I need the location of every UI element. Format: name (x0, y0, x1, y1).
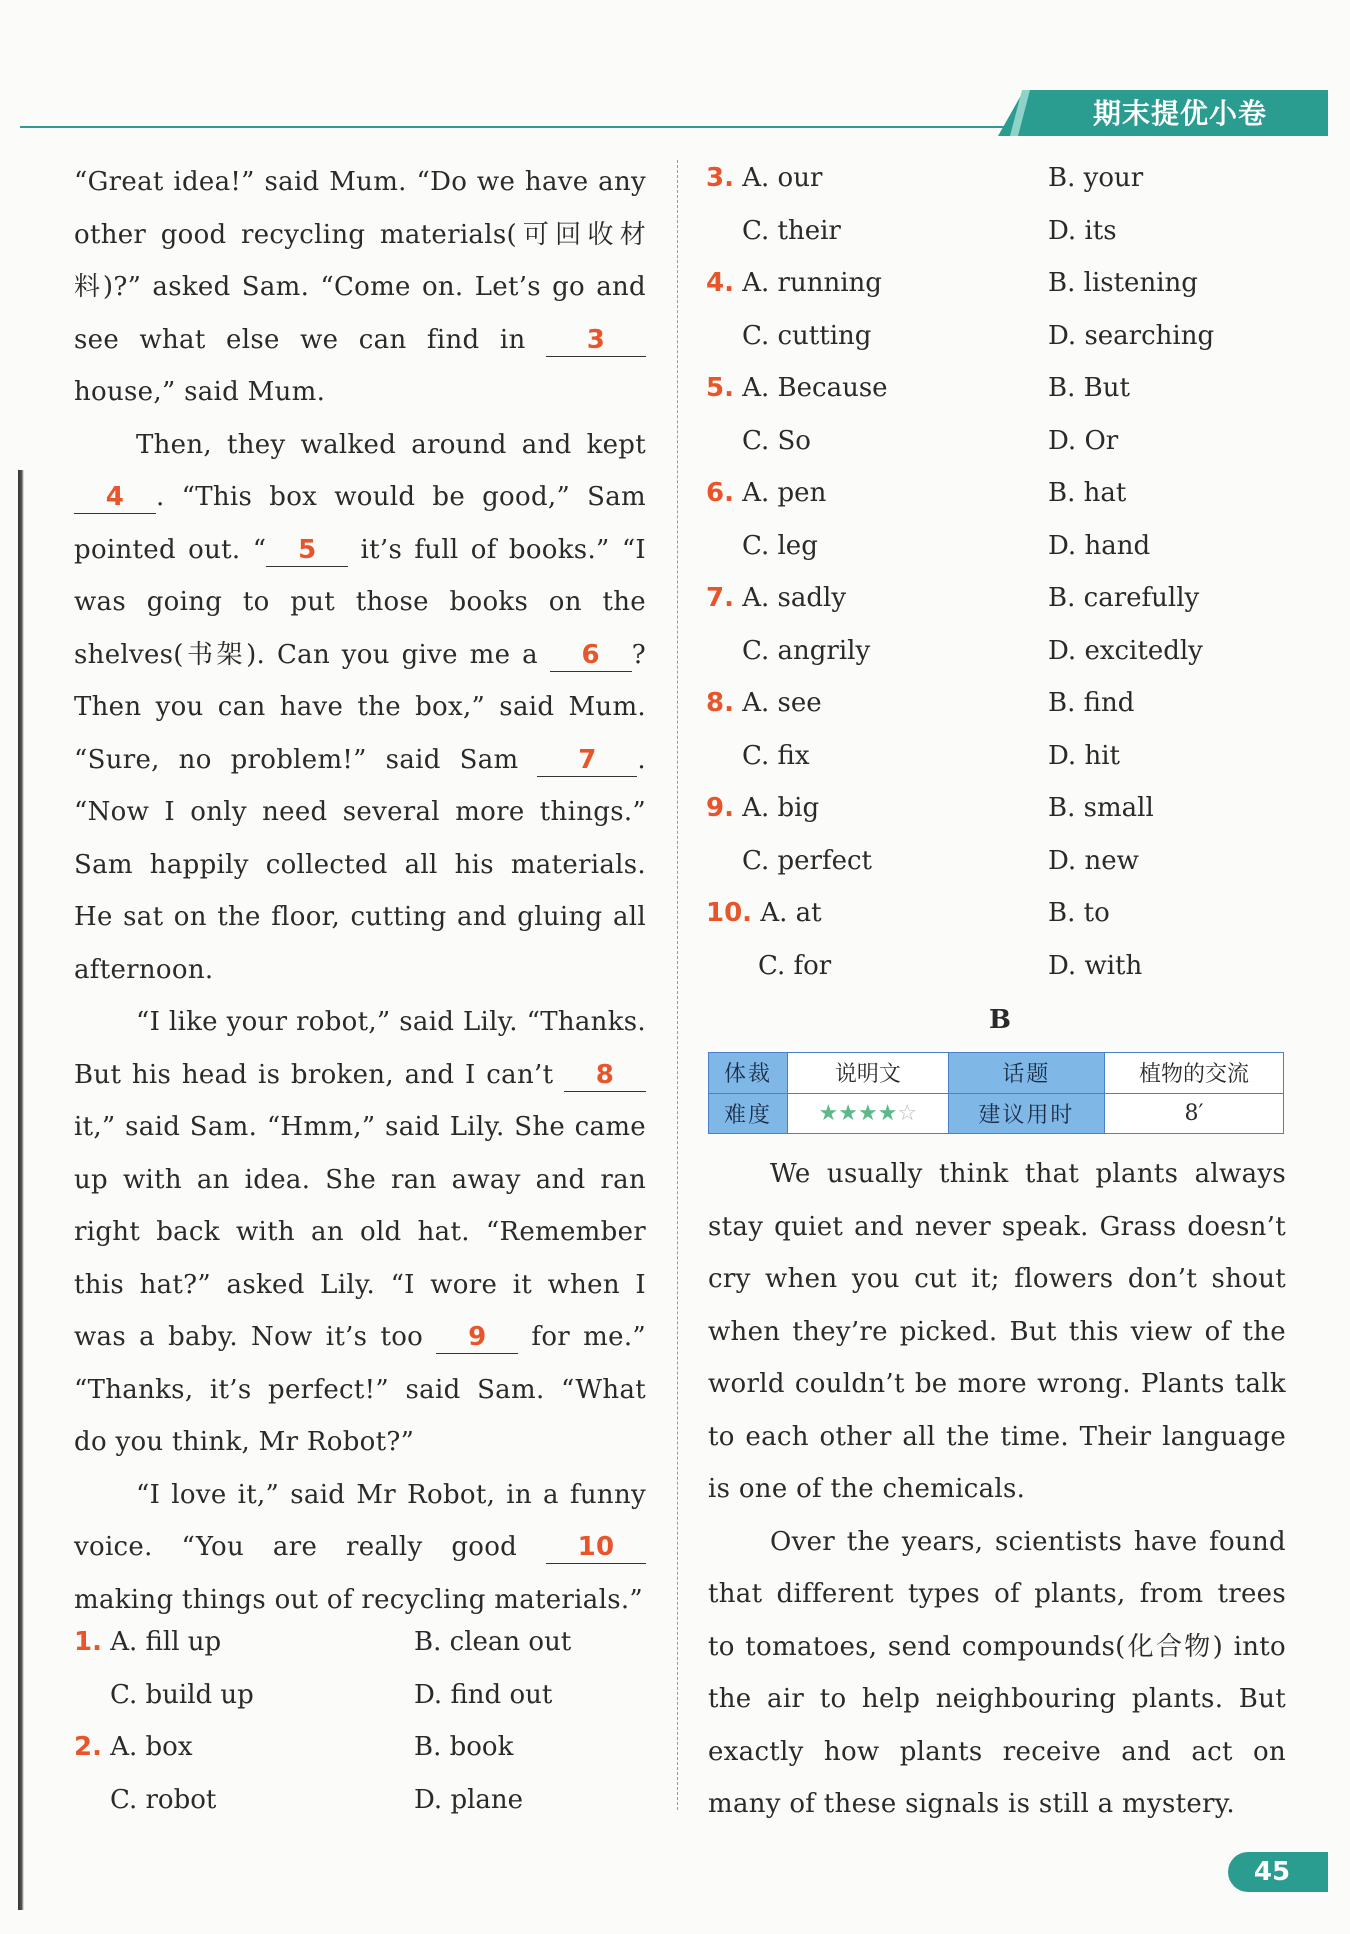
passage-a-paragraph-3: “I like your robot,” said Lily. “Thanks. But his head is broken, and I can’t 8 it,” said Sam. “Hmm,” said Lily. She came up with an idea. She ran away and ran right back with an old hat. “Remember this hat?” asked Lily. “I wore it when I was a baby. Now it’s too 9 for me.” “Thanks, it’s perfect!” said Sam. “What do you think, Mr Robot?” (74, 1007, 646, 1457)
topic-label: 话题 (948, 1053, 1104, 1094)
star-rating-icon (818, 1101, 917, 1126)
question-number: 8. (706, 688, 734, 718)
options-1-2 (74, 1616, 646, 1826)
question-5-row-2 (706, 415, 1286, 468)
option-c[interactable]: C. for (758, 950, 832, 981)
option-b[interactable]: B. But (1048, 373, 1130, 403)
option-b[interactable]: B. listening (1048, 268, 1198, 298)
option-b[interactable]: B. book (414, 1732, 514, 1762)
question-number: 9. (706, 793, 734, 823)
option-a[interactable]: A. Because (742, 373, 888, 403)
question-1-row-1 (74, 1616, 646, 1669)
question-8-row-2 (706, 730, 1286, 783)
header-rule (20, 126, 1030, 128)
genre-value: 说明文 (788, 1053, 949, 1094)
option-a[interactable]: A. fill up (110, 1627, 222, 1657)
question-9-row-1 (706, 782, 1286, 835)
option-a[interactable]: A. big (742, 793, 820, 823)
option-d[interactable]: D. Or (1048, 425, 1119, 456)
passage-a-paragraph-1: “Great idea!” said Mum. “Do we have any other good recycling materials(可回收材料)?” asked Sam. “Come on. Let’s go and see what else we can find in 3 house,” said Mum. (74, 167, 646, 407)
option-d[interactable]: D. hit (1048, 740, 1120, 771)
option-c[interactable]: C. angrily (742, 635, 871, 666)
passage-a (74, 156, 646, 1626)
blank-9[interactable]: 9 (436, 1321, 518, 1354)
option-a[interactable]: A. our (742, 163, 823, 193)
option-a[interactable]: A. running (742, 268, 882, 298)
question-3-row-2 (706, 205, 1286, 258)
option-b[interactable]: B. to (1048, 898, 1110, 928)
option-a[interactable]: A. pen (742, 478, 827, 508)
option-c[interactable]: C. fix (742, 740, 810, 771)
question-number: 1. (74, 1627, 102, 1657)
blank-6[interactable]: 6 (550, 639, 632, 672)
time-label: 建议用时 (948, 1093, 1104, 1134)
option-d[interactable]: D. searching (1048, 320, 1215, 351)
question-number: 5. (706, 373, 734, 403)
blank-4[interactable]: 4 (74, 481, 156, 514)
option-c[interactable]: C. their (742, 215, 841, 246)
question-8-row-1 (706, 677, 1286, 730)
question-7-row-2 (706, 625, 1286, 678)
blank-7[interactable]: 7 (537, 744, 637, 777)
question-number: 10. (706, 898, 753, 928)
blank-10[interactable]: 10 (546, 1531, 646, 1564)
question-4-row-2 (706, 310, 1286, 363)
option-c[interactable]: C. cutting (742, 320, 872, 351)
option-c[interactable]: C. So (742, 425, 811, 456)
question-3-row-1 (706, 152, 1286, 205)
column-divider (677, 160, 678, 1810)
star-filled-icon: ★ (877, 1100, 898, 1126)
blank-3[interactable]: 3 (546, 324, 646, 357)
header-title: 期末提优小卷 (1092, 97, 1267, 130)
option-b[interactable]: B. your (1048, 163, 1144, 193)
question-number: 3. (706, 163, 734, 193)
option-c[interactable]: C. build up (110, 1679, 254, 1710)
option-b[interactable]: B. carefully (1048, 583, 1200, 613)
question-9-row-2 (706, 835, 1286, 888)
option-a[interactable]: A. box (110, 1732, 193, 1762)
passage-a-paragraph-4: “I love it,” said Mr Robot, in a funny voice. “You are really good 10 making things out of recycling materials.” (74, 1479, 646, 1615)
option-b[interactable]: B. small (1048, 793, 1154, 823)
option-d[interactable]: D. find out (414, 1679, 553, 1710)
options-3-10 (706, 152, 1286, 992)
passage-b-paragraph-1: We usually think that plants always stay quiet and never speak. Grass doesn’t cry when you cut it; flowers don’t shout when they’re picked. But this view of the world couldn’t be more wrong. Plants talk to each other all the time. Their language is one of the chemicals. (708, 1159, 1286, 1504)
option-c[interactable]: C. robot (110, 1784, 217, 1815)
blank-5[interactable]: 5 (266, 534, 348, 567)
question-5-row-1 (706, 362, 1286, 415)
time-value: 8′ (1105, 1093, 1284, 1134)
option-c[interactable]: C. leg (742, 530, 818, 561)
question-4-row-1 (706, 257, 1286, 310)
question-number: 2. (74, 1732, 102, 1762)
genre-label: 体裁 (709, 1053, 788, 1094)
question-6-row-1 (706, 467, 1286, 520)
blank-8[interactable]: 8 (564, 1059, 646, 1092)
option-d[interactable]: D. plane (414, 1784, 524, 1815)
star-filled-icon: ★ (818, 1100, 839, 1126)
option-d[interactable]: D. hand (1048, 530, 1151, 561)
question-6-row-2 (706, 520, 1286, 573)
star-filled-icon: ★ (838, 1100, 858, 1126)
option-d[interactable]: D. new (1048, 845, 1139, 876)
option-d[interactable]: D. its (1048, 215, 1117, 246)
option-b[interactable]: B. clean out (414, 1627, 572, 1657)
option-d[interactable]: D. excitedly (1048, 635, 1203, 666)
page-number: 45 (1253, 1857, 1291, 1887)
topic-value: 植物的交流 (1105, 1053, 1284, 1094)
option-c[interactable]: C. perfect (742, 845, 872, 876)
option-a[interactable]: A. at (760, 898, 822, 928)
passage-b-paragraph-2: Over the years, scientists have found that different types of plants, from trees to tomatoes, send compounds(化合物) into the air to help neighbouring plants. But exactly how plants receive and act on many of these signals is still a mystery. (708, 1526, 1286, 1819)
question-2-row-2 (74, 1774, 646, 1827)
passage-info-table (708, 1052, 1284, 1134)
binding-shadow (18, 470, 24, 1910)
question-7-row-1 (706, 572, 1286, 625)
question-10-row-1 (706, 887, 1286, 940)
passage-b (708, 1148, 1286, 1831)
question-2-row-1 (74, 1721, 646, 1774)
option-b[interactable]: B. find (1048, 688, 1135, 718)
question-1-row-2 (74, 1669, 646, 1722)
section-b-heading: B (989, 1005, 1011, 1035)
question-number: 7. (706, 583, 734, 613)
star-empty-icon: ☆ (897, 1100, 918, 1126)
question-number: 6. (706, 478, 734, 508)
option-b[interactable]: B. hat (1048, 478, 1127, 508)
option-a[interactable]: A. see (742, 688, 822, 718)
passage-a-paragraph-2: Then, they walked around and kept 4 . “This box would be good,” Sam pointed out. “ 5 it’s full of books.” “I was going to put those books on the shelves(书架). Can you give me a 6 ? Then you can have the box,” said Mum. “Sure, no problem!” said Sam 7 . “Now I only need several more things.” Sam happily collected all his materials. He sat on the floor, cutting and gluing all afternoon. (74, 429, 646, 985)
question-10-row-2 (706, 940, 1286, 993)
option-a[interactable]: A. sadly (742, 583, 847, 613)
question-number: 4. (706, 268, 734, 298)
star-filled-icon: ★ (857, 1100, 878, 1126)
difficulty-label: 难度 (709, 1093, 788, 1134)
option-d[interactable]: D. with (1048, 950, 1143, 981)
difficulty-stars (788, 1093, 949, 1134)
